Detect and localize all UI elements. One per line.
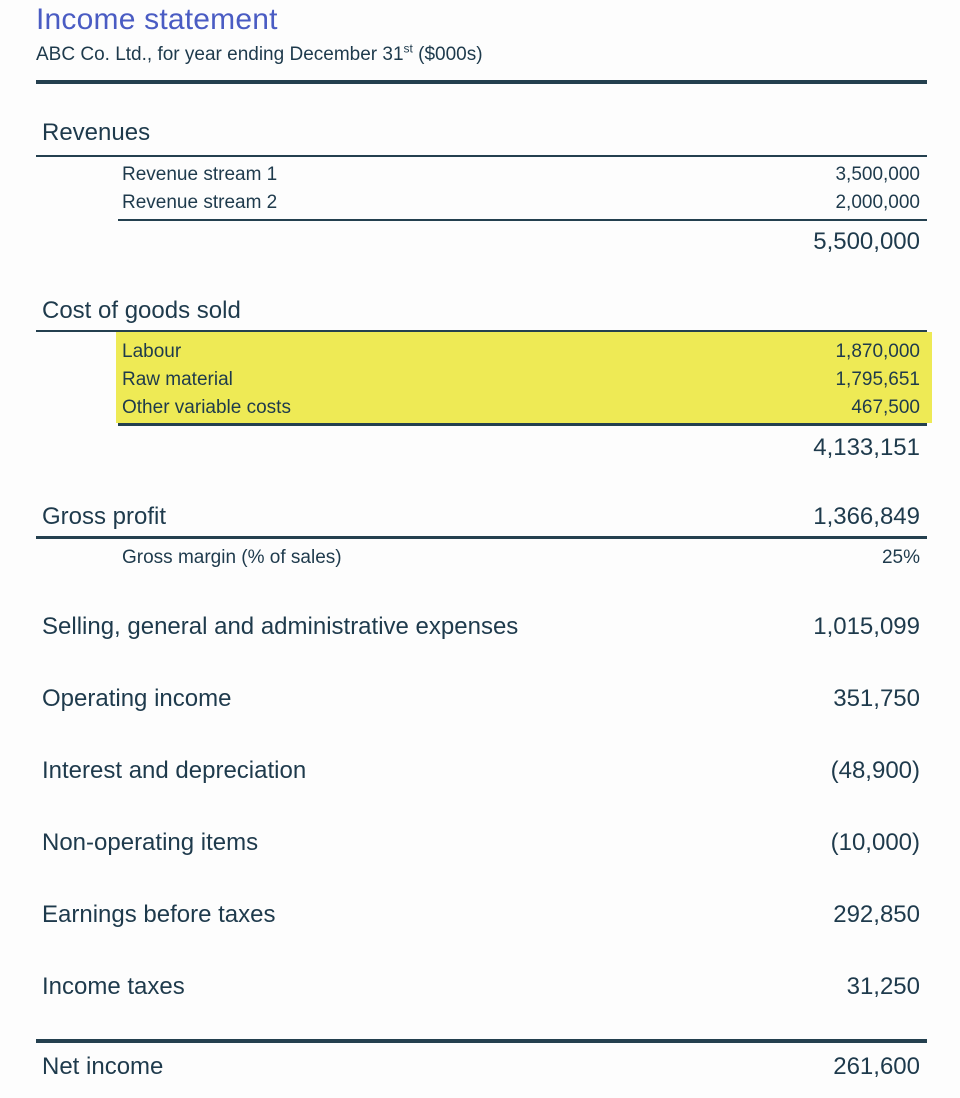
row-value: 292,850 (833, 901, 920, 928)
page-title: Income statement (36, 3, 278, 36)
line-item-value: 1,795,651 (835, 369, 920, 390)
line-item-label: Raw material (122, 369, 233, 390)
top-divider (36, 80, 927, 84)
row-label: Non-operating items (42, 829, 259, 856)
gross-margin-value: 25% (881, 547, 920, 568)
line-item-value: 3,500,000 (835, 164, 920, 185)
other-variable-costs-row (122, 396, 920, 420)
section-heading-revenues: Revenues (42, 119, 151, 146)
line-item-value: 2,000,000 (835, 192, 920, 213)
row-value: (48,900) (830, 757, 920, 784)
row-value: 31,250 (846, 973, 920, 1000)
row-label: Selling, general and administrative expenses (42, 613, 519, 640)
gross-profit-divider (36, 536, 927, 539)
gross-profit-row (42, 502, 920, 532)
cogs-total-divider (118, 423, 927, 426)
revenue-stream-2-row (122, 191, 920, 215)
operating-income-row (42, 684, 920, 714)
gross-profit-label: Gross profit (42, 503, 167, 530)
line-item-label: Labour (122, 341, 182, 362)
gross-profit-value: 1,366,849 (813, 503, 920, 530)
net-income-row (42, 1052, 920, 1082)
net-income-divider (36, 1039, 927, 1043)
row-value: 351,750 (833, 685, 920, 712)
section-heading-cogs: Cost of goods sold (42, 297, 241, 324)
revenue-stream-1-row (122, 163, 920, 187)
sga-expenses-row (42, 612, 920, 642)
raw-material-row (122, 368, 920, 392)
subtitle-suffix: ($000s) (412, 44, 483, 65)
earnings-before-taxes-row (42, 900, 920, 930)
gross-margin-row (122, 546, 920, 570)
net-income-value: 261,600 (833, 1053, 920, 1080)
interest-depreciation-row (42, 756, 920, 786)
revenues-total-value: 5,500,000 (813, 228, 920, 255)
line-item-label: Other variable costs (122, 397, 291, 418)
row-value: (10,000) (830, 829, 920, 856)
subtitle-text: ABC Co. Ltd., for year ending December 31 (36, 44, 404, 65)
cogs-total-value: 4,133,151 (813, 434, 920, 461)
row-value: 1,015,099 (813, 613, 920, 640)
subtitle-superscript: st (403, 41, 413, 56)
page-subtitle (36, 42, 483, 68)
non-operating-items-row (42, 828, 920, 858)
line-item-value: 467,500 (851, 397, 920, 418)
row-label: Operating income (42, 685, 232, 712)
line-item-value: 1,870,000 (835, 341, 920, 362)
gross-margin-label: Gross margin (% of sales) (122, 547, 342, 568)
revenues-heading-divider (36, 155, 927, 157)
income-taxes-row (42, 972, 920, 1002)
net-income-label: Net income (42, 1053, 164, 1080)
revenues-total-divider (118, 219, 927, 221)
line-item-label: Revenue stream 1 (122, 164, 278, 185)
row-label: Earnings before taxes (42, 901, 276, 928)
row-label: Interest and depreciation (42, 757, 307, 784)
labour-row (122, 340, 920, 364)
row-label: Income taxes (42, 973, 185, 1000)
line-item-label: Revenue stream 2 (122, 192, 278, 213)
